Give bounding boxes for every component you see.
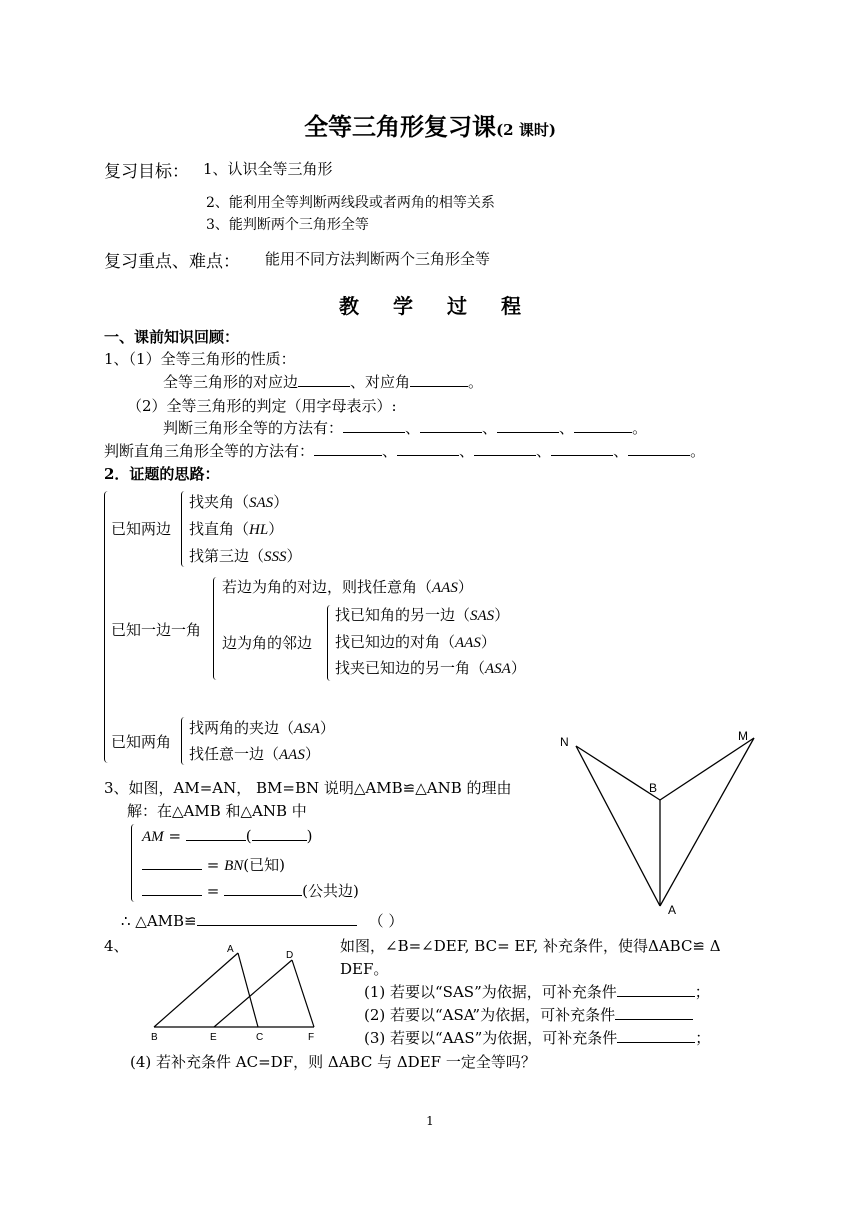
goal-item-3: 3、能判断两个三角形全等 — [206, 217, 369, 233]
page-subtitle: (2 课时) — [496, 121, 556, 139]
q4-point-f: F — [308, 1032, 315, 1043]
two-sides-item-3: 找第三边（SSS） — [189, 547, 302, 565]
q4-number: 4、 — [104, 937, 129, 955]
q4-prompt-line2: DEF。 — [340, 960, 389, 978]
page-title: 全等三角形复习课(2 课时) — [304, 112, 556, 141]
q4-item-4: (4) 若补充条件 AC=DF，则 ΔABC 与 ΔDEF 一定全等吗？ — [130, 1053, 536, 1071]
q4-item-1: (1) 若要以“SAS”为依据，可补充条件 ； — [364, 983, 710, 1001]
q1-line1: 1、（1）全等三角形的性质： — [104, 350, 296, 368]
q4-item-2: (2) 若要以“ASA”为依据，可补充条件 — [364, 1004, 693, 1025]
two-sides-item-2: 找直角（HL） — [189, 520, 284, 538]
side-angle-brace — [213, 577, 220, 680]
adjacent-item-2: 找已知边的对角（AAS） — [335, 633, 496, 651]
process-heading: 教 学 过 程 — [339, 294, 521, 318]
q3-row-1: AM = ( ) — [142, 827, 313, 845]
adjacent-item-3: 找夹已知边的另一角（ASA） — [335, 659, 526, 677]
section2-heading: 2．证题的思路： — [104, 465, 220, 483]
q3-row-2: = BN(已知) — [142, 854, 285, 875]
goals-label: 复习目标： — [104, 162, 189, 182]
focus-label: 复习重点、难点： — [104, 252, 240, 272]
section1-heading: 一、课前知识回顾： — [104, 328, 240, 346]
q4-figure — [146, 940, 324, 1044]
point-m-label: M — [738, 729, 748, 743]
q3-solution-intro: 解：在△AMB 和△ANB 中 — [127, 802, 307, 820]
q4-point-c: C — [256, 1032, 264, 1043]
q1-line4: 判断三角形全等的方法有： 、 、 、 。 — [163, 419, 648, 437]
q3-row-3: = (公共边) — [142, 880, 359, 901]
point-b-label: B — [649, 781, 658, 795]
q1-line2: 全等三角形的对应边 、对应角 。 — [163, 373, 484, 391]
q3-conclusion: ∴ △AMB≌ （ ） — [121, 912, 404, 930]
page-number: 1 — [426, 1114, 434, 1128]
q4-point-b: B — [151, 1032, 158, 1043]
two-sides-brace — [181, 491, 188, 567]
q4-point-e: E — [210, 1032, 217, 1043]
q3-system-brace — [131, 824, 138, 902]
side-angle-adjacent-label: 边为角的邻边 — [222, 634, 313, 652]
q1-line3: （2）全等三角形的判定（用字母表示）: — [127, 397, 397, 415]
side-angle-label: 已知一边一角 — [111, 621, 202, 639]
side-angle-opposite: 若边为角的对边，则找任意角（AAS） — [222, 578, 473, 596]
focus-text: 能用不同方法判断两个三角形全等 — [265, 250, 491, 268]
q4-point-a: A — [227, 944, 234, 955]
goal-item-2: 2、能利用全等判断两线段或者两角的相等关系 — [206, 195, 495, 211]
two-angles-item-2: 找任意一边（AAS） — [189, 745, 320, 763]
two-sides-label: 已知两边 — [111, 520, 172, 538]
point-n-label: N — [560, 735, 569, 749]
point-a-label: A — [668, 903, 677, 917]
two-angles-item-1: 找两角的夹边（ASA） — [189, 719, 335, 737]
q4-point-d: D — [286, 950, 294, 961]
q3-figure — [548, 724, 768, 920]
two-angles-label: 已知两角 — [111, 733, 172, 751]
adjacent-item-1: 找已知角的另一边（SAS） — [335, 606, 510, 624]
q4-item-3: (3) 若要以“AAS”为依据，可补充条件 ； — [364, 1029, 711, 1047]
adjacent-brace — [327, 605, 334, 681]
q1-line5: 判断直角三角形全等的方法有： 、 、 、 、 。 — [104, 442, 706, 460]
q4-prompt-line1: 如图，∠B=∠DEF, BC= EF, 补充条件，使得ΔABC≌ Δ — [340, 937, 721, 955]
two-angles-brace — [181, 717, 188, 765]
two-sides-item-1: 找夹角（SAS） — [189, 493, 289, 511]
q3-question: 3、如图，AM=AN， BM=BN 说明△AMB≌△ANB 的理由 — [104, 779, 512, 797]
goal-item-1: 1、认识全等三角形 — [203, 160, 333, 178]
